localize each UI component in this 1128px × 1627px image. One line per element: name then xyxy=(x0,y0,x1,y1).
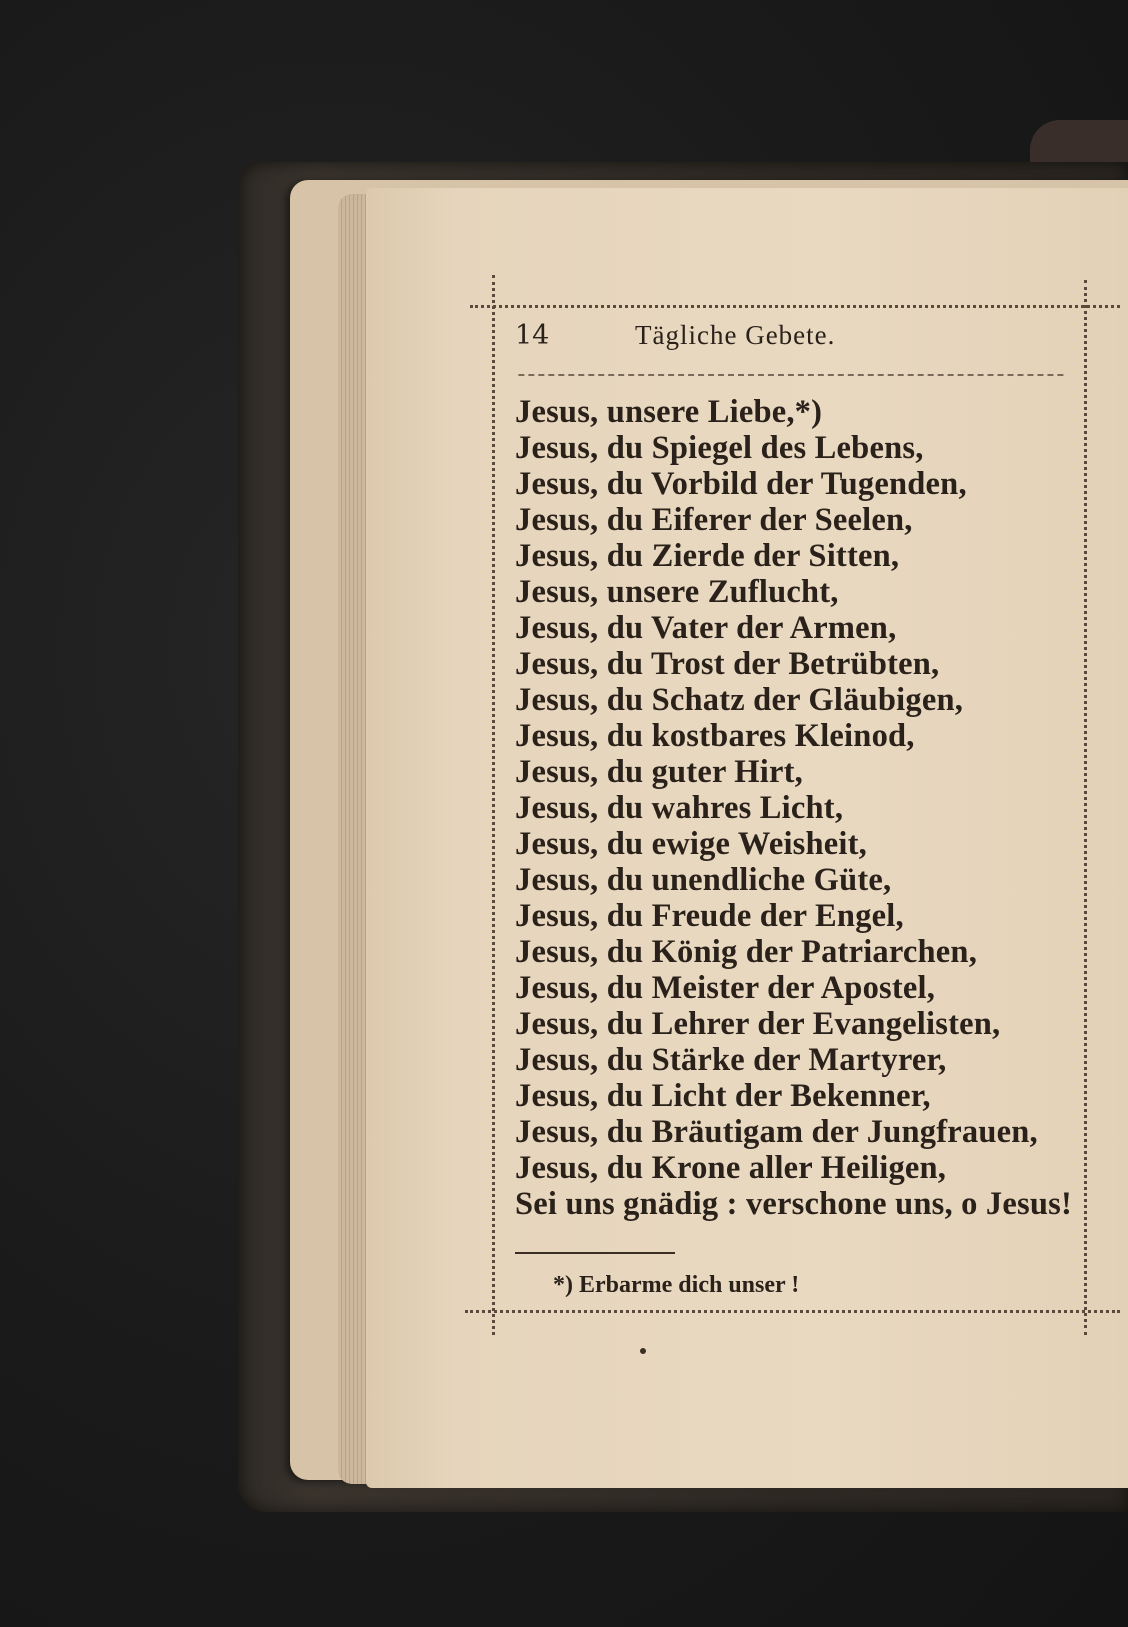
footnote-rule xyxy=(515,1252,675,1254)
litany-line: Jesus, du Vorbild der Tugenden, xyxy=(515,466,967,502)
litany-line: Jesus, du Vater der Armen, xyxy=(515,610,897,646)
litany-line: Jesus, unsere Zuflucht, xyxy=(515,574,839,610)
litany-line: Jesus, unsere Liebe,*) xyxy=(515,394,823,430)
litany-line: Jesus, du Krone aller Heiligen, xyxy=(515,1150,947,1186)
litany-line: Jesus, du Freude der Engel, xyxy=(515,898,904,934)
litany-line: Jesus, du Spiegel des Lebens, xyxy=(515,430,924,466)
page-number: 14 xyxy=(515,320,550,351)
ink-dot xyxy=(640,1348,646,1354)
litany-line: Jesus, du Eiferer der Seelen, xyxy=(515,502,913,538)
page-text xyxy=(515,320,1080,1299)
litany-line: Jesus, du Stärke der Martyrer, xyxy=(515,1042,947,1078)
header-rule xyxy=(515,364,1065,376)
frame-right-border xyxy=(1084,280,1087,1335)
litany-line: Jesus, du König der Patriarchen, xyxy=(515,934,978,970)
footnote: *) Erbarme dich unser ! xyxy=(553,1272,800,1298)
litany-line: Jesus, du Zierde der Sitten, xyxy=(515,538,900,574)
litany-line: Sei uns gnädig : verschone uns, o Jesus! xyxy=(515,1186,1072,1222)
page-header xyxy=(515,320,1080,362)
litany-list xyxy=(515,394,1080,1222)
litany-line: Jesus, du Schatz der Gläubigen, xyxy=(515,682,964,718)
running-title: Tägliche Gebete. xyxy=(635,320,836,350)
litany-line: Jesus, du Trost der Betrübten, xyxy=(515,646,940,682)
frame-top-border xyxy=(470,305,1120,308)
litany-line: Jesus, du Lehrer der Evangelisten, xyxy=(515,1006,1001,1042)
litany-line: Jesus, du Bräutigam der Jungfrauen, xyxy=(515,1114,1038,1150)
litany-line: Jesus, du kostbares Kleinod, xyxy=(515,718,915,754)
litany-line: Jesus, du Meister der Apostel, xyxy=(515,970,936,1006)
frame-bottom-border xyxy=(465,1310,1120,1313)
litany-line: Jesus, du ewige Weisheit, xyxy=(515,826,867,862)
litany-line: Jesus, du Licht der Bekenner, xyxy=(515,1078,931,1114)
litany-line: Jesus, du unendliche Güte, xyxy=(515,862,892,898)
litany-line: Jesus, du wahres Licht, xyxy=(515,790,844,826)
frame-left-border xyxy=(492,275,495,1335)
litany-line: Jesus, du guter Hirt, xyxy=(515,754,803,790)
